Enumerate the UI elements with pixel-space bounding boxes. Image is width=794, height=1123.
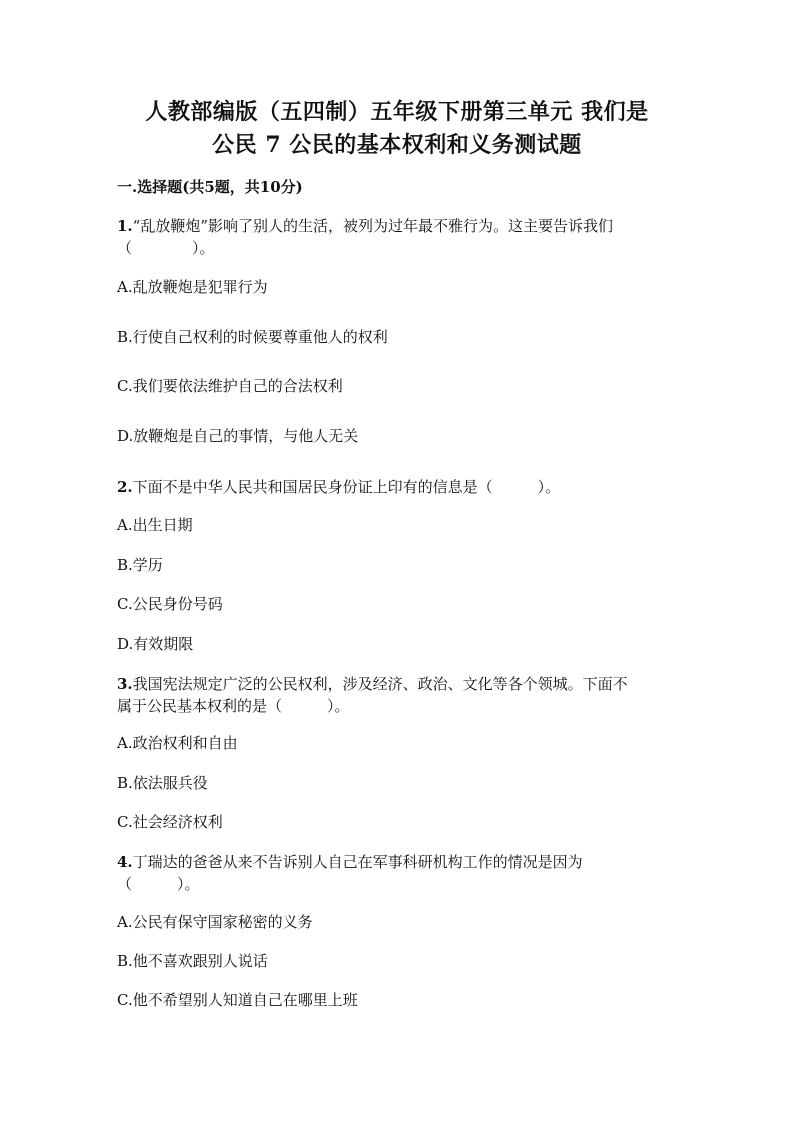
question-3-stem-line-1: 我国宪法规定广泛的公民权利，涉及经济、政治、文化等各个领城。下面不	[132, 675, 628, 693]
question-2-option-a: A.出生日期	[117, 516, 193, 534]
question-2-option-d: D.有效期限	[117, 635, 194, 653]
question-2-number: 2.	[117, 478, 133, 496]
question-2-stem	[117, 476, 682, 498]
question-4-option-b: B.他不喜欢跟别人说话	[117, 952, 268, 970]
question-4-stem	[117, 851, 682, 895]
question-1-option-a: A.乱放鞭炮是犯罪行为	[117, 278, 268, 296]
question-1-option-b: B.行使自己权利的时候要尊重他人的权利	[117, 328, 388, 346]
question-2-option-c: C.公民身份号码	[117, 595, 223, 613]
question-3-option-c: C.社会经济权利	[117, 813, 223, 831]
question-3-stem	[117, 673, 682, 717]
question-4-option-c: C.他不希望别人知道自己在哪里上班	[117, 991, 358, 1009]
question-4-stem-line-1: 丁瑞达的爸爸从来不告诉别人自己在军事科研机构工作的情况是因为	[132, 853, 583, 871]
question-1-stem	[117, 215, 682, 259]
section-heading: 一.选择题(共5题，共10分)	[117, 178, 303, 196]
question-1-stem-line-2: （ ）。	[117, 239, 215, 257]
question-3-number: 3.	[117, 675, 133, 693]
question-3-option-a: A.政治权利和自由	[117, 734, 238, 752]
question-3-option-b: B.依法服兵役	[117, 774, 208, 792]
question-1-option-c: C.我们要依法维护自己的合法权利	[117, 377, 343, 395]
question-4-stem-line-2: （ ）。	[117, 875, 200, 893]
document-title-line-2: 公民 7 公民的基本权利和义务测试题	[212, 132, 582, 158]
question-1-number: 1.	[117, 217, 133, 235]
question-4-option-a: A.公民有保守国家秘密的义务	[117, 913, 313, 931]
question-3-stem-line-2: 属于公民基本权利的是（ ）。	[117, 697, 350, 715]
question-1-option-d: D.放鞭炮是自己的事情，与他人无关	[117, 427, 359, 445]
document-title-line-1: 人教部编版（五四制）五年级下册第三单元 我们是	[145, 99, 649, 125]
question-2-stem-line-1: 下面不是中华人民共和国居民身份证上印有的信息是（ ）。	[132, 478, 561, 496]
question-4-number: 4.	[117, 853, 133, 871]
question-2-option-b: B.学历	[117, 556, 163, 574]
question-1-stem-line-1: “乱放鞭炮”影响了别人的生活，被列为过年最不雅行为。这主要告诉我们	[132, 217, 614, 235]
